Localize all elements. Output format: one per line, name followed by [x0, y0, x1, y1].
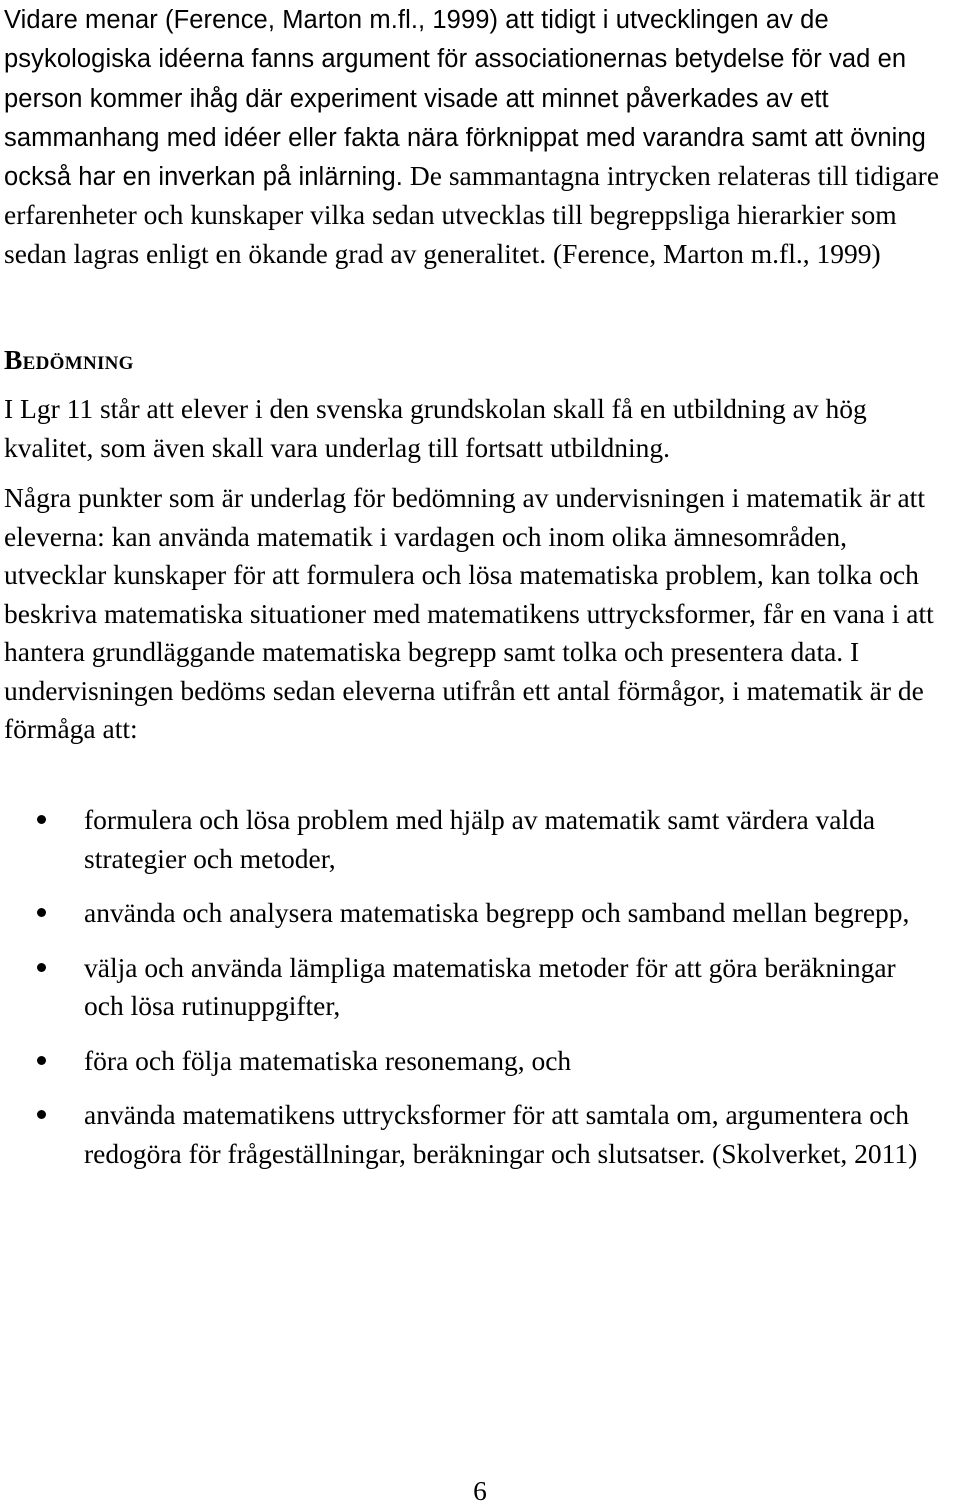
paragraph-assessment-points: Några punkter som är underlag för bedömning av undervisningen i matematik är att eleverna: kan använda matematik i vardagen och inom olika ämnesområden, utvecklar kunskaper för att formulera och lösa matematiska problem, kan tolka och beskriva matematiska situationer med matematikens uttrycksformer, får en vana i att hantera grundläggande matematiska begrepp samt tolka och presentera data. I undervisningen bedöms sedan eleverna utifrån ett antal förmågor, i matematik är de förmåga att: [4, 482, 934, 744]
list-item [0, 949, 934, 1026]
list-item-text: använda matematikens uttrycksformer för att samtala om, argumentera och redogöra för frågeställningar, beräkningar och slutsatser. (Skolverket, 2011) [84, 1099, 918, 1169]
bullet-icon [37, 1056, 46, 1065]
paragraph-associations [4, 0, 954, 273]
list-item-text: föra och följa matematiska resonemang, och [84, 1044, 572, 1076]
section-heading-bedomning: Bedömning [4, 344, 134, 375]
abilities-list [0, 801, 960, 1189]
paragraph-associations-serif-text: De sammantagna intrycken relateras till tidigare erfarenheter och kunskaper vilka sedan utvecklas till begreppsliga hierarkier som sedan lagras enligt en ökande grad av generalitet. (Ference, Marton m.fl., 1999) [4, 160, 940, 269]
paragraph-associations-sans-text: Vidare menar (Ference, Marton m.fl., 1999) att tidigt i utvecklingen av de psykologiska idéerna fanns argument för associationernas betydelse för vad en person kommer ihåg där experiment visade att minnet påverkades av ett sammanhang med idéer eller fakta nära förknippat med varandra samt att övning också har en inverkan på inlärning. [4, 6, 926, 192]
list-item-text: formulera och lösa problem med hjälp av matematik samt värdera valda strategier och metoder, [84, 804, 876, 874]
list-item [0, 894, 934, 933]
list-item [0, 1096, 934, 1173]
page-number: 6 [473, 1475, 487, 1506]
list-item [0, 801, 934, 878]
list-item-text: använda och analysera matematiska begrepp och samband mellan begrepp, [84, 897, 910, 928]
bullet-icon [37, 815, 46, 824]
bullet-icon [37, 1110, 46, 1119]
bullet-icon [37, 908, 46, 917]
bullet-icon [37, 963, 46, 972]
list-item-text: välja och använda lämpliga matematiska metoder för att göra beräkningar och lösa rutinuppgifter, [84, 951, 896, 1021]
list-item [0, 1042, 934, 1081]
paragraph-lgr11: I Lgr 11 står att elever i den svenska grundskolan skall få en utbildning av hög kvalitet, som även skall vara underlag till fortsatt utbildning. [4, 393, 867, 463]
